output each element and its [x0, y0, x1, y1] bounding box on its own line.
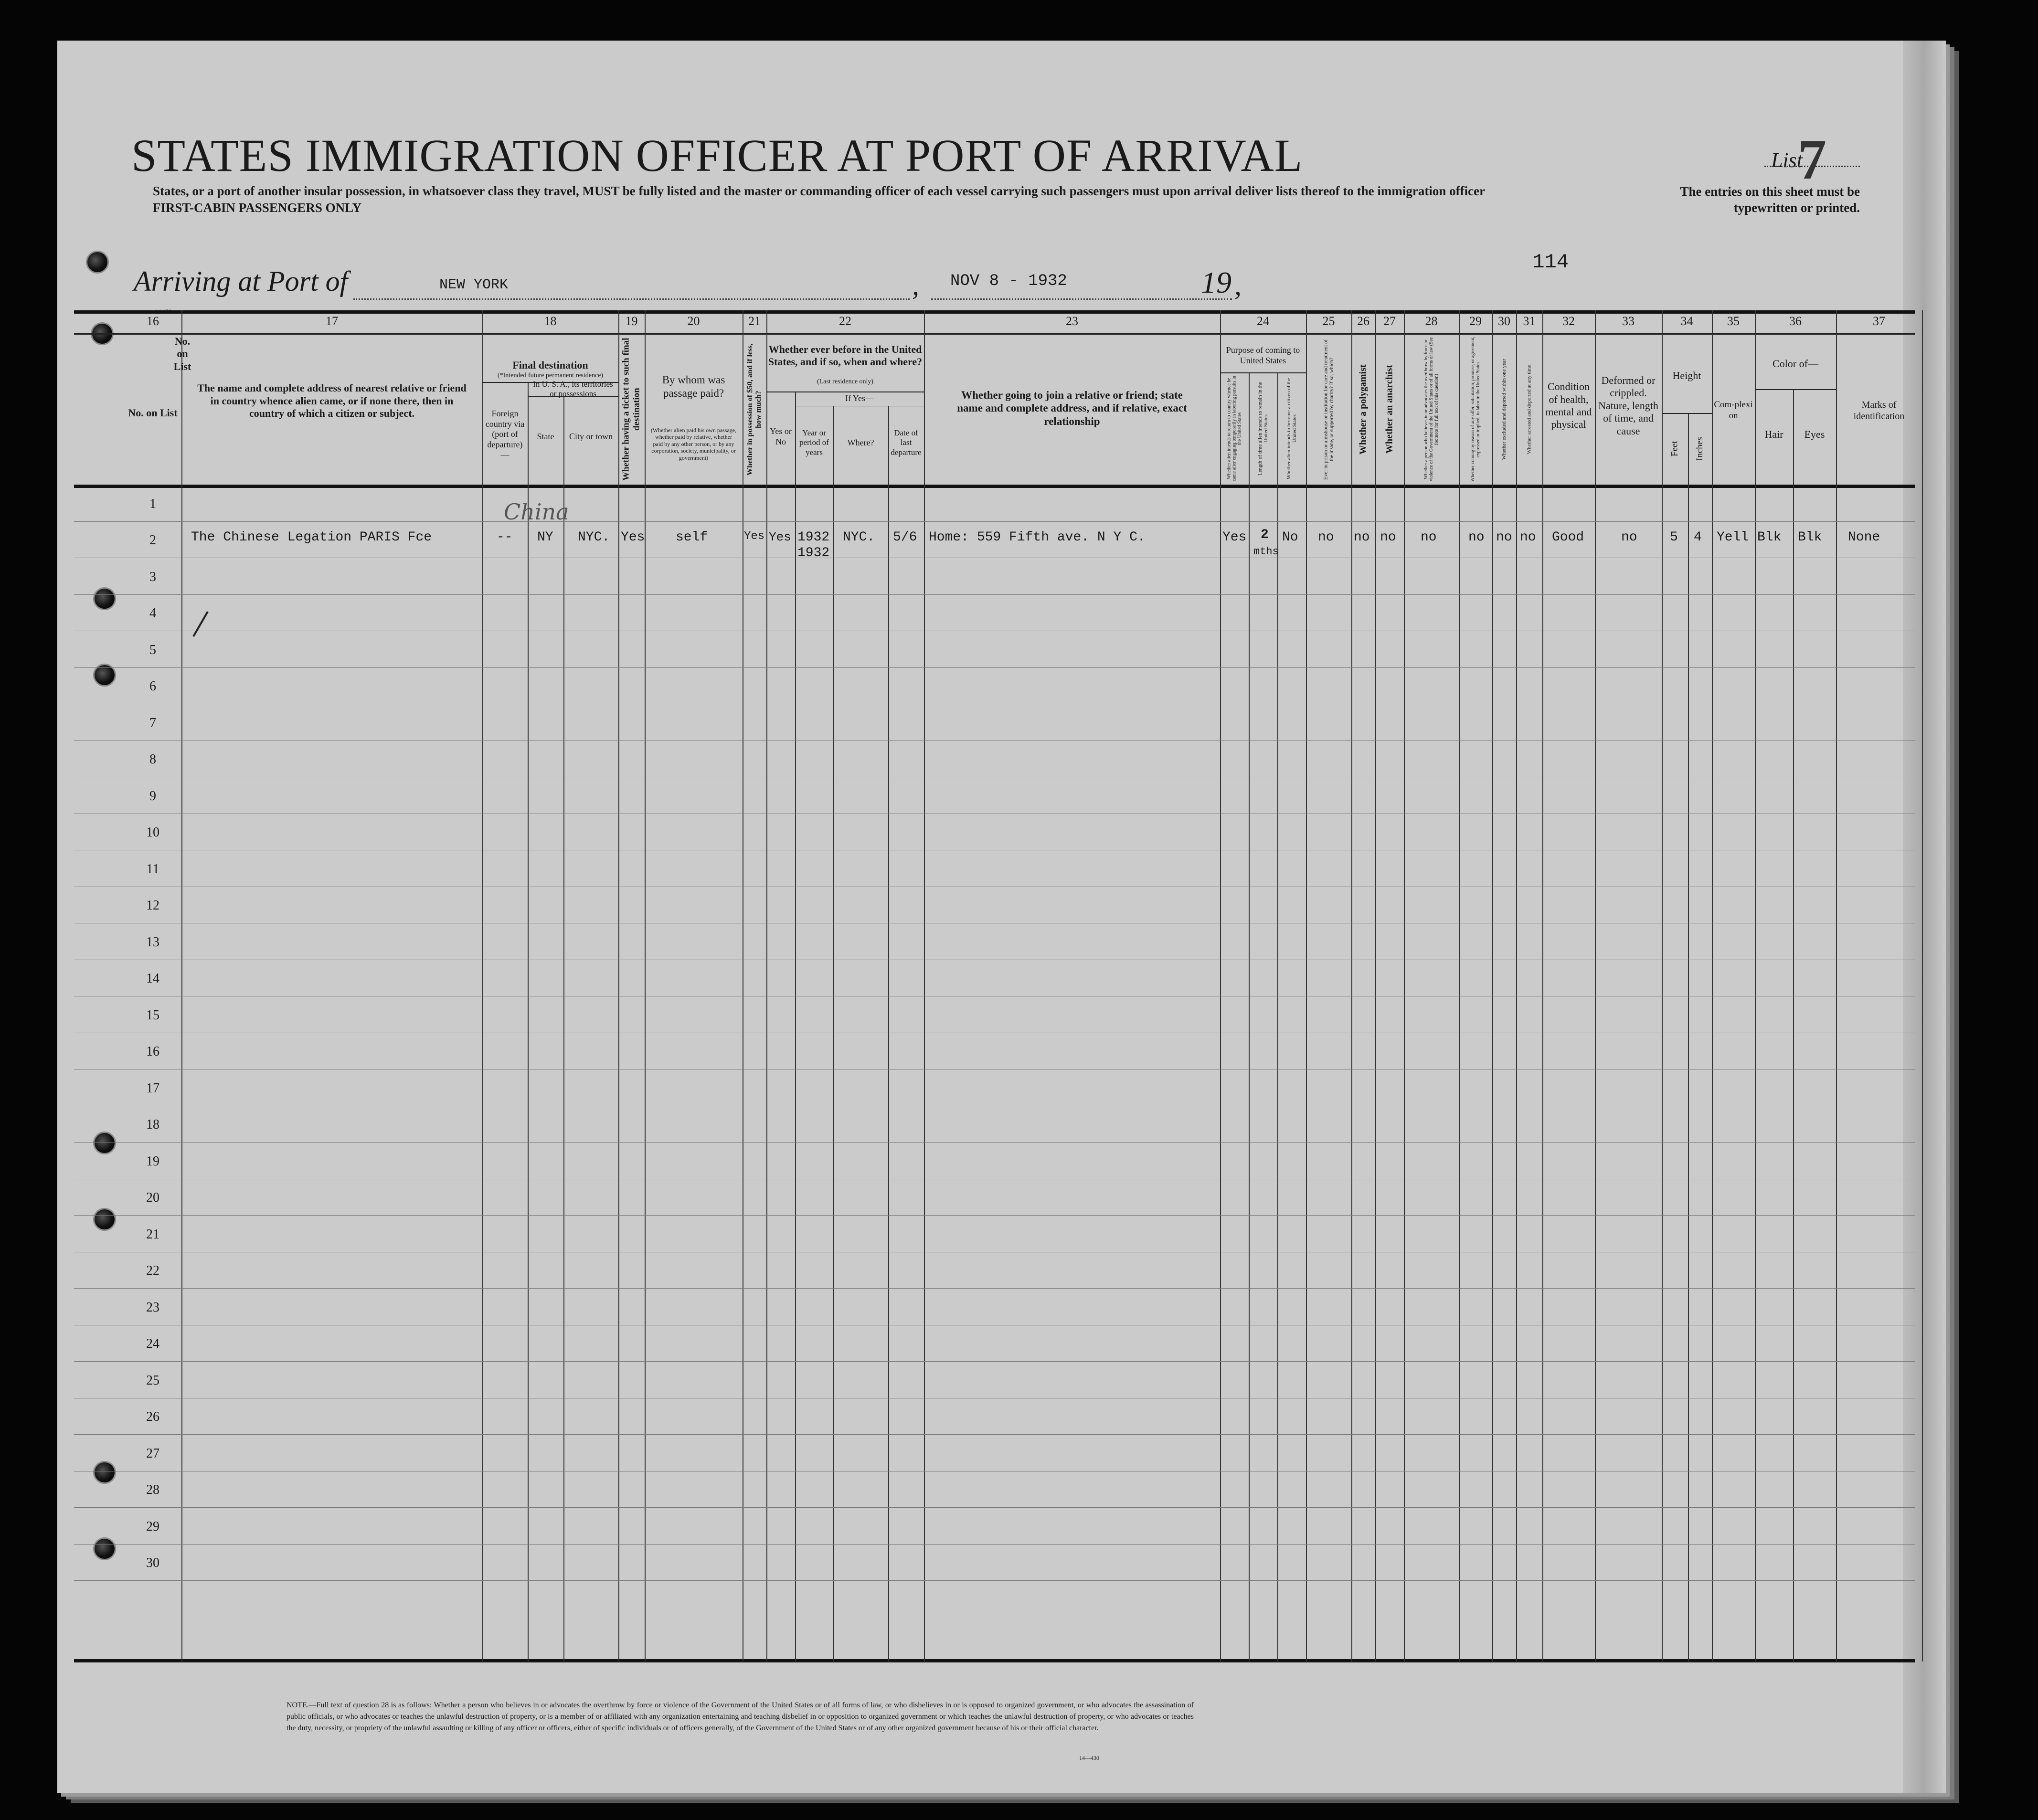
header-state: State [537, 432, 554, 442]
header-yes-no: Yes or No [770, 426, 792, 446]
form-number-bottom: 14—430 [1079, 1755, 1099, 1761]
header-hair: Hair [1764, 428, 1783, 440]
header-relative-address: The name and complete address of nearest relative or friend in country whence alien came, or if none there, then in country of which a citizen or subject. [197, 382, 467, 420]
col-sep [1688, 413, 1689, 1661]
row-rule [74, 1361, 1915, 1362]
row-number: 2 [149, 533, 156, 548]
header-ticket: Whether having a ticket to such final destination [621, 338, 642, 481]
row-number: 9 [149, 788, 156, 804]
header-inches: Inches [1695, 437, 1705, 461]
row-number: 27 [146, 1446, 159, 1461]
header-deformed: Deformed or crippled. Nature, length of time, and cause [1598, 374, 1658, 437]
colnum-36: 36 [1789, 314, 1802, 328]
header-overthrow: Whether a person who believes in or advocates the overthrow by force or violence of the Government of the United States or of all forms of law (See footnote for full text of this question) [1423, 337, 1439, 482]
col-sep [1542, 310, 1543, 1661]
colnum-21: 21 [748, 314, 761, 328]
row-number: 22 [146, 1263, 159, 1278]
list-number: 7 [1798, 127, 1826, 191]
colnum-23: 23 [1066, 314, 1078, 328]
arriving-label: Arriving at Port of [134, 265, 348, 297]
header-if-yes: If Yes— [845, 393, 874, 403]
footnote: NOTE.—Full text of question 28 is as follows: Whether a person who believes in or advocates the overthrow by force or violence of the Government of the United States or of all forms of law, or who disbelieves in or is opposed to organized government, or who advocates the assassination of public officials, or who advocates or teaches the unlawful destruction of property, or is a member of or affiliated with any organization entertaining and teaching disbelief in or opposition to organized government or which teaches the unlawful destruction of property, or who advocates or teaches the duty, necessity, or propriety of the unlawful assaulting or killing of any officer or officers, either of specific individuals or of officers generally, of the Government of the United States or of any other organized government because of his or their official character. [287, 1701, 1194, 1732]
row-rule [74, 1434, 1915, 1435]
entry-has-50: Yes [744, 530, 765, 543]
header-length-stay: Length of time alien intends to remain in the United States [1257, 381, 1269, 476]
entry-before-in-us: Yes [769, 530, 791, 544]
colnum-30: 30 [1498, 314, 1510, 328]
row-number: 10 [146, 825, 159, 840]
entry-inches: 4 [1694, 530, 1702, 545]
row-rule [74, 594, 1915, 595]
manifest-sheet [57, 41, 1946, 1793]
header-passage-paid-note: (Whether alien paid his own passage, whether paid by relative, whether paid by any other person, or by any corporation, society, municipality, or government) [650, 427, 737, 461]
header-excluded: Whether excluded and deported within one year [1501, 359, 1507, 460]
header-purpose: Purpose of coming to United States [1226, 345, 1300, 365]
header-polygamist: Whether a polygamist [1358, 364, 1369, 455]
col-sep [1220, 310, 1221, 1661]
row-number: 28 [146, 1482, 159, 1497]
row-rule [74, 1142, 1915, 1143]
colnum-29: 29 [1469, 314, 1482, 328]
entry-foreign-country-handwritten: China [504, 499, 569, 525]
entry-purpose-return: Yes [1222, 530, 1247, 545]
colnum-28: 28 [1425, 314, 1438, 328]
colnum-20: 20 [687, 314, 700, 328]
entry-eyes: Blk [1798, 530, 1822, 545]
entry-paid-by: self [676, 530, 708, 545]
entry-where: NYC. [843, 530, 875, 545]
entry-years-2: 1932 [797, 546, 830, 561]
header-bottom-rule [74, 485, 1915, 488]
row-rule [74, 1580, 1915, 1581]
header-year-period: Year or period of years [799, 428, 829, 457]
colnum-27: 27 [1383, 314, 1396, 328]
col-sep [1492, 310, 1493, 1661]
header-eyes: Eyes [1804, 428, 1825, 440]
binding-hole [86, 251, 109, 274]
entry-hair: Blk [1757, 530, 1782, 545]
col-sep [1459, 310, 1460, 1661]
col-sep [1306, 310, 1307, 1661]
manifest-grid [74, 310, 1915, 1661]
header-final-destination-note: (*Intended future permanent residence) [497, 371, 604, 379]
header-prison: Ever in prison or almshouse or institution for care and treatment of the insane, or supported by charity? If so, which? [1323, 339, 1335, 480]
col-sep [563, 396, 564, 1661]
col-sep [924, 310, 925, 1661]
header-passage-paid: By whom was passage paid? [662, 374, 725, 399]
header-complexion: Com-plexion [1714, 400, 1753, 421]
entry-complexion: Yell [1717, 530, 1749, 545]
entry-prison: no [1318, 530, 1334, 545]
entry-date-departure: 5/6 [893, 530, 917, 545]
col-sep [528, 382, 529, 1661]
col-sep [766, 310, 767, 1661]
colnum-rule [74, 333, 1915, 335]
row-rule [74, 521, 1915, 522]
colnum-32: 32 [1562, 314, 1575, 328]
entry-arrested: no [1520, 530, 1536, 545]
row-number: 5 [149, 642, 156, 657]
col-sep [1836, 310, 1837, 1661]
comma: , [912, 269, 919, 301]
row-rule [74, 667, 1915, 668]
header-last-residence: (Last residence only) [817, 378, 874, 385]
header-marks: Marks of identification [1853, 400, 1905, 422]
passenger-class-label: FIRST-CABIN PASSENGERS ONLY [153, 201, 362, 215]
row-number: 6 [149, 679, 156, 694]
row-rule [74, 1288, 1915, 1289]
entry-length-2: mths [1253, 546, 1279, 558]
row-number: 18 [146, 1117, 159, 1132]
entry-excluded: no [1496, 530, 1512, 545]
entries-note: The entries on this sheet must be typewritten or printed. [1680, 184, 1860, 215]
row-number: 16 [146, 1044, 159, 1059]
entry-ticket: Yes [621, 530, 645, 545]
colnum-19: 19 [625, 314, 638, 328]
row-rule [74, 1544, 1915, 1545]
row-number: 13 [146, 934, 159, 950]
form-number-top: 14-430 [155, 308, 171, 315]
colnum-24: 24 [1257, 314, 1269, 328]
entry-deformed: no [1621, 530, 1637, 545]
header-labor-offer: Whether coming by reason of any offer, solicitation, promise, or agreement, expressed or implied, to labor in the United States [1470, 337, 1481, 482]
instruction-line: States, or a port of another insular possession, in whatsoever class they travel, MUST be fully listed and the master or commanding officer of each vessel carrying such passengers must upon arrival deliver lists thereof to the immigration officer [153, 184, 1486, 198]
row-number: 26 [146, 1409, 159, 1424]
entry-city: NYC. [578, 530, 610, 545]
row-number: 21 [146, 1227, 159, 1242]
date-value: NOV 8 - 1932 [950, 272, 1067, 290]
colnum-34: 34 [1680, 314, 1693, 328]
header-health: Condition of health, mental and physical [1545, 381, 1592, 431]
header-foreign-country: Foreign country via (port of departure)— [485, 409, 525, 460]
row-number: 1 [149, 496, 156, 511]
row-number: 3 [149, 569, 156, 584]
header-citizen-intent: Whether alien intends to become a citizen of the United States [1286, 378, 1297, 479]
row-number: 11 [146, 861, 159, 877]
col-sep [1249, 372, 1250, 1661]
row-number: 20 [146, 1190, 159, 1205]
entry-foreign-country: -- [497, 530, 513, 545]
header-no-on-list: No. on List [173, 335, 191, 372]
col-sep [1922, 310, 1923, 1661]
colnum-22: 22 [839, 314, 851, 328]
header-where: Where? [847, 437, 874, 447]
header-return-intent: Whether alien intends to return to country whence he came after engaging temporarily in laboring pursuits in the United States [1226, 376, 1242, 481]
colnum-18: 18 [544, 314, 557, 328]
col-sep [1712, 310, 1713, 1661]
list-number-rule [1764, 166, 1860, 167]
entry-polygamist: no [1354, 530, 1370, 545]
header-date-departure: Date of last departure [891, 428, 922, 457]
row-number: 17 [146, 1080, 159, 1096]
list-label: List [1771, 148, 1803, 172]
col-sep [1662, 310, 1663, 1661]
colnum-37: 37 [1873, 314, 1885, 328]
header-final-destination: Final destination [512, 359, 588, 371]
row-number: 8 [149, 752, 156, 767]
colnum-16: 16 [147, 314, 159, 328]
header-in-usa: In U. S. A., its territories or possessions [533, 379, 613, 398]
col-sep [1277, 372, 1278, 1661]
entry-join-relative: Home: 559 Fifth ave. N Y C. [929, 530, 1146, 545]
entry-years-1: 1932 [797, 530, 830, 545]
col-sep [618, 310, 619, 1661]
header-no-on-list: No. on List [128, 406, 178, 419]
entry-marks: None [1848, 530, 1880, 545]
entry-become-citizen: No [1282, 530, 1298, 545]
row-number: 14 [146, 971, 159, 986]
colnum-26: 26 [1357, 314, 1369, 328]
entry-length-1: 2 [1261, 528, 1269, 542]
row-rule [74, 1507, 1915, 1508]
row-number: 15 [146, 1007, 159, 1023]
entry-labor-offer: no [1468, 530, 1485, 545]
row-number: 24 [146, 1336, 159, 1351]
port-value: NEW YORK [439, 277, 509, 293]
header-color-of: Color of— [1773, 358, 1818, 370]
date-rule [931, 298, 1232, 300]
row-number: 4 [149, 606, 156, 621]
colnum-33: 33 [1622, 314, 1635, 328]
page-number: 114 [1532, 251, 1569, 274]
colnum-31: 31 [1523, 314, 1536, 328]
row-number: 7 [149, 715, 156, 730]
row-number: 29 [146, 1519, 159, 1534]
header-feet: Feet [1669, 441, 1680, 457]
row-number: 19 [146, 1153, 159, 1169]
header-before-in-us: Whether ever before in the United States, and if so, when and where? [768, 343, 923, 368]
col-sep [482, 310, 483, 1661]
col-sep [1595, 310, 1596, 1661]
col-sep [1516, 310, 1517, 1661]
row-number: 25 [146, 1373, 159, 1388]
col-sep [1404, 310, 1405, 1661]
header-join-relative: Whether going to join a relative or friend; state name and complete address, and if relative, exact relationship [957, 389, 1187, 427]
port-rule [353, 298, 910, 300]
col-sep [1375, 310, 1376, 1661]
entry-state: NY [537, 530, 553, 545]
grid-bottom-rule [74, 1659, 1915, 1662]
entry-feet: 5 [1670, 530, 1678, 545]
entry-health: Good [1552, 530, 1584, 545]
year-prefix: 19 [1201, 265, 1231, 299]
colnum-25: 25 [1322, 314, 1335, 328]
header-possession-50: Whether in possession of $50, and if less, how much? [746, 343, 763, 476]
row-number: 30 [146, 1555, 159, 1570]
colnum-17: 17 [326, 314, 338, 328]
header-height: Height [1672, 370, 1701, 382]
header-city: City or town [569, 432, 613, 442]
header-arrested: Whether arrested and deported at any time [1526, 365, 1532, 454]
col-sep [645, 310, 646, 1661]
row-number: 23 [146, 1300, 159, 1315]
entry-overthrow: no [1421, 530, 1437, 545]
entry-anarchist: no [1380, 530, 1396, 545]
row-number: 12 [146, 898, 159, 913]
header-anarchist: Whether an anarchist [1384, 365, 1395, 454]
col-sep [1351, 310, 1352, 1661]
colnum-35: 35 [1727, 314, 1740, 328]
page-title: STATES IMMIGRATION OFFICER AT PORT OF ARRIVAL [131, 130, 1303, 181]
row-rule [74, 1215, 1915, 1216]
entry-relative: The Chinese Legation PARIS Fce [191, 530, 432, 545]
col-sep [1755, 310, 1756, 1661]
comma: , [1234, 269, 1242, 301]
